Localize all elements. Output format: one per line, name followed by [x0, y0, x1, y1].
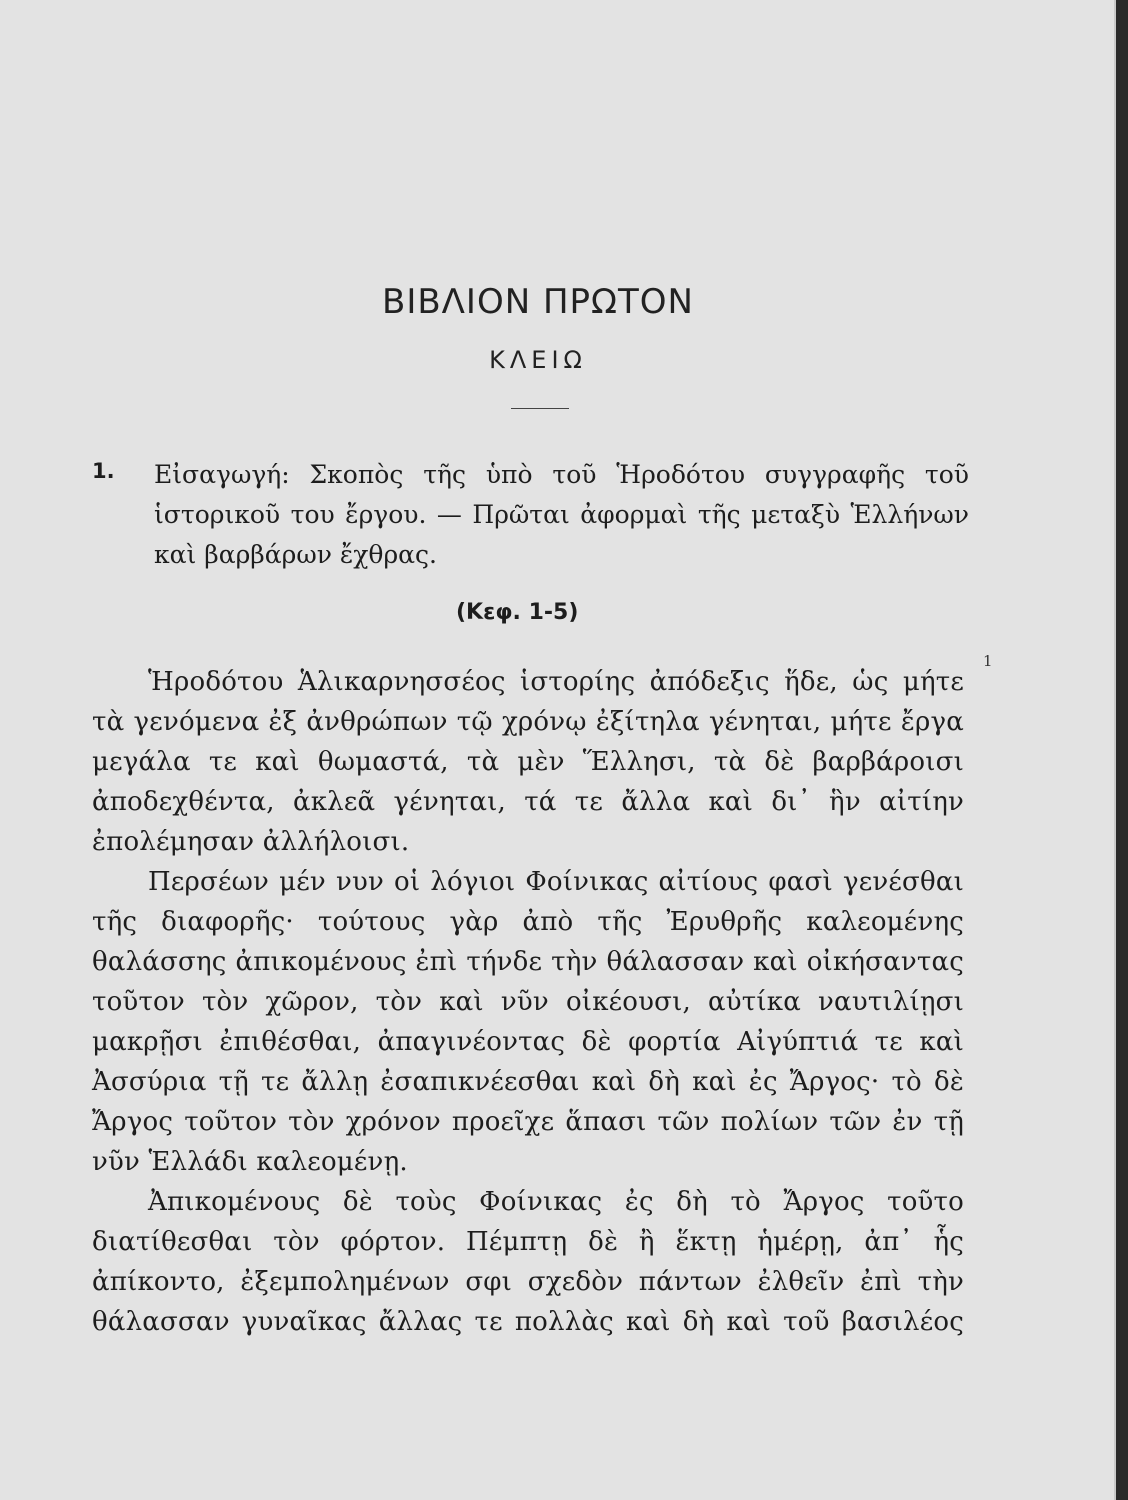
section-heading: Εἰσαγωγή: Σκοπὸς τῆς ὑπὸ τοῦ Ἡροδότου συγγραφῆς τοῦ ἱστορικοῦ του ἔργου. — Πρῶται ἀφορμαὶ τῆς μεταξὺ Ἑλλήνων καὶ βαρβάρων ἔχθρας. [154, 460, 969, 569]
book-subtitle: ΚΛΕΙΩ [489, 346, 587, 374]
section-number: 1. [92, 459, 115, 483]
margin-line-number: 1 [983, 652, 993, 670]
chapter-reference: (Κεφ. 1-5) [456, 600, 579, 625]
book-title: ΒΙΒΛΙΟΝ ΠΡΩΤΟΝ [382, 282, 694, 322]
body-text [92, 662, 964, 1342]
paragraph: Ἀπικομένους δὲ τοὺς Φοίνικας ἐς δὴ τὸ Ἄργος τοῦτο διατίθεσθαι τὸν φόρτον. Πέμπτῃ δὲ ἢ ἕκτῃ ἡμέρῃ, ἀπ᾽ ἧς ἀπίκοντο, ἐξεμπολημένων σφι σχεδὸν πάντων ἐλθεῖν ἐπὶ τὴν θάλασσαν γυναῖκας ἄλλας τε πολλὰς καὶ δὴ καὶ τοῦ βασιλέος [92, 1187, 964, 1337]
title-divider [511, 408, 569, 409]
paragraph: Περσέων μέν νυν οἱ λόγιοι Φοίνικας αἰτίους φασὶ γενέσθαι τῆς διαφορῆς· τούτους γὰρ ἀπὸ τῆς Ἐρυθρῆς καλεομένης θαλάσσης ἀπικομένους ἐπὶ τήνδε τὴν θάλασσαν καὶ οἰκήσαντας τοῦτον τὸν χῶρον, τὸν καὶ νῦν οἰκέουσι, αὐτίκα ναυτιλίῃσι μακρῇσι ἐπιθέσθαι, ἀπαγινέοντας δὲ φορτία Αἰγύπτιά τε καὶ Ἀσσύρια τῇ τε ἄλλῃ ἐσαπικνέεσθαι καὶ δὴ καὶ ἐς Ἄργος· τὸ δὲ Ἄργος τοῦτον τὸν χρόνον προεῖχε ἅπασι τῶν πολίων τῶν ἐν τῇ νῦν Ἑλλάδι καλεομένῃ. [92, 867, 964, 1177]
paragraph: Ἡροδότου Ἁλικαρνησσέος ἱστορίης ἀπόδεξις ἥδε, ὡς μήτε τὰ γενόμενα ἐξ ἀνθρώπων τῷ χρόνῳ ἐξίτηλα γένηται, μήτε ἔργα μεγάλα τε καὶ θωμαστά, τὰ μὲν Ἕλλησι, τὰ δὲ βαρβάροισι ἀποδεχθέντα, ἀκλεᾶ γένηται, τά τε ἄλλα καὶ δι᾽ ἣν αἰτίην ἐπολέμησαν ἀλλήλοισι. [92, 667, 964, 857]
